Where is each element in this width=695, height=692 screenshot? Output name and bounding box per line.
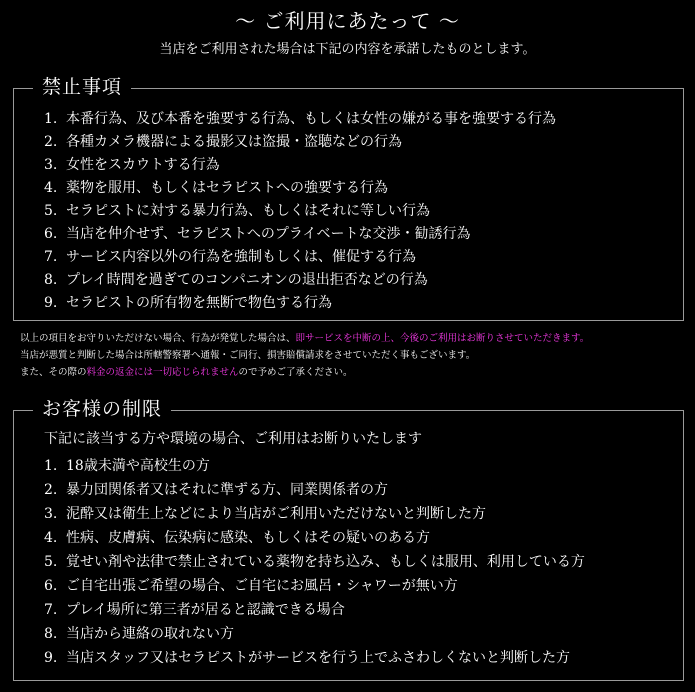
- list-item: [44, 177, 556, 200]
- item-number: 2.: [44, 482, 58, 498]
- item-text: セラピストの所有物を無断で物色する行為: [66, 295, 332, 311]
- list-item: [44, 526, 585, 550]
- notice-text-plain: ので予めご了承ください。: [238, 367, 353, 378]
- list-item: [44, 646, 585, 670]
- item-text: 覚せい剤や法律で禁止されている薬物を持ち込み、もしくは服用、利用している方: [66, 554, 585, 570]
- item-text: ご自宅出張ご希望の場合、ご自宅にお風呂・シャワーが無い方: [66, 578, 458, 594]
- item-number: 1.: [44, 458, 58, 474]
- item-number: 7.: [44, 249, 58, 265]
- customer-heading: お客様の制限: [33, 396, 171, 422]
- notice-highlight: 即サービスを中断の上、今後のご利用はお断りさせていただきます。: [295, 333, 590, 344]
- list-item: [44, 154, 556, 177]
- item-number: 9.: [44, 650, 58, 666]
- item-text: プレイ時間を過ぎてのコンパニオンの退出拒否などの行為: [66, 272, 428, 288]
- item-number: 2.: [44, 134, 58, 150]
- item-text: 性病、皮膚病、伝染病に感染、もしくはその疑いのある方: [66, 530, 430, 546]
- item-number: 6.: [44, 226, 58, 242]
- item-text: 18歳未満や高校生の方: [66, 458, 210, 474]
- item-number: 5.: [44, 203, 58, 219]
- notice-line-3: [20, 364, 690, 381]
- item-number: 5.: [44, 554, 58, 570]
- list-item: [44, 550, 585, 574]
- item-text: セラピストに対する暴力行為、もしくはそれに等しい行為: [66, 203, 430, 219]
- item-number: 7.: [44, 602, 58, 618]
- list-item: [44, 108, 556, 131]
- list-item: [44, 246, 556, 269]
- item-text: 当店スタッフ又はセラピストがサービスを行う上でふさわしくないと判断した方: [66, 650, 570, 666]
- item-number: 8.: [44, 272, 58, 288]
- customer-lead-text: 下記に該当する方や環境の場合、ご利用はお断りいたします: [44, 431, 422, 447]
- item-text: 薬物を服用、もしくはセラピストへの強要する行為: [66, 180, 388, 196]
- item-text: 本番行為、及び本番を強要する行為、もしくは女性の嫌がる事を強要する行為: [66, 111, 556, 127]
- item-text: 当店から連絡の取れない方: [66, 626, 234, 642]
- list-item: [44, 502, 585, 526]
- list-item: [44, 454, 585, 478]
- notice-text: [20, 330, 690, 381]
- item-text: 当店を仲介せず、セラピストへのプライベートな交渉・勧誘行為: [66, 226, 471, 242]
- item-text: 各種カメラ機器による撮影又は盗撮・盗聴などの行為: [66, 134, 402, 150]
- item-number: 8.: [44, 626, 58, 642]
- list-item: [44, 223, 556, 246]
- item-text: サービス内容以外の行為を強制もしくは、催促する行為: [66, 249, 416, 265]
- intro-text: 当店をご利用された場合は下記の内容を承諾したものとします。: [159, 42, 536, 57]
- notice-text-plain: 以上の項目をお守りいただけない場合、行為が発覚した場合は、: [20, 333, 296, 344]
- list-item: [44, 269, 556, 292]
- page-title: 〜 ご利用にあたって 〜: [235, 9, 460, 33]
- item-text: 暴力団関係者又はそれに準ずる方、同業関係者の方: [66, 482, 388, 498]
- item-number: 6.: [44, 578, 58, 594]
- item-text: 女性をスカウトする行為: [66, 157, 220, 173]
- item-number: 3.: [44, 157, 58, 173]
- notice-highlight: 料金の返金には一切応じられません: [86, 367, 239, 378]
- list-item: [44, 292, 556, 315]
- list-item: [44, 131, 556, 154]
- list-item: [44, 574, 585, 598]
- item-number: 4.: [44, 530, 58, 546]
- item-text: プレイ場所に第三者が居ると認識できる場合: [66, 602, 345, 618]
- prohibited-list: [44, 108, 556, 315]
- list-item: [44, 478, 585, 502]
- list-item: [44, 200, 556, 223]
- item-number: 4.: [44, 180, 58, 196]
- prohibited-heading: 禁止事項: [33, 74, 131, 100]
- list-item: [44, 622, 585, 646]
- customer-list: [44, 454, 585, 670]
- item-number: 1.: [44, 111, 58, 127]
- notice-line-1: [20, 330, 690, 347]
- notice-text-plain: また、その際の: [20, 367, 87, 378]
- item-number: 3.: [44, 506, 58, 522]
- item-text: 泥酔又は衛生上などにより当店がご利用いただけないと判断した方: [66, 506, 486, 522]
- notice-line-2: 当店が悪質と判断した場合は所轄警察署へ通報・ご同行、損害賠償請求をさせていただく事もございます。: [20, 350, 476, 361]
- item-number: 9.: [44, 295, 58, 311]
- list-item: [44, 598, 585, 622]
